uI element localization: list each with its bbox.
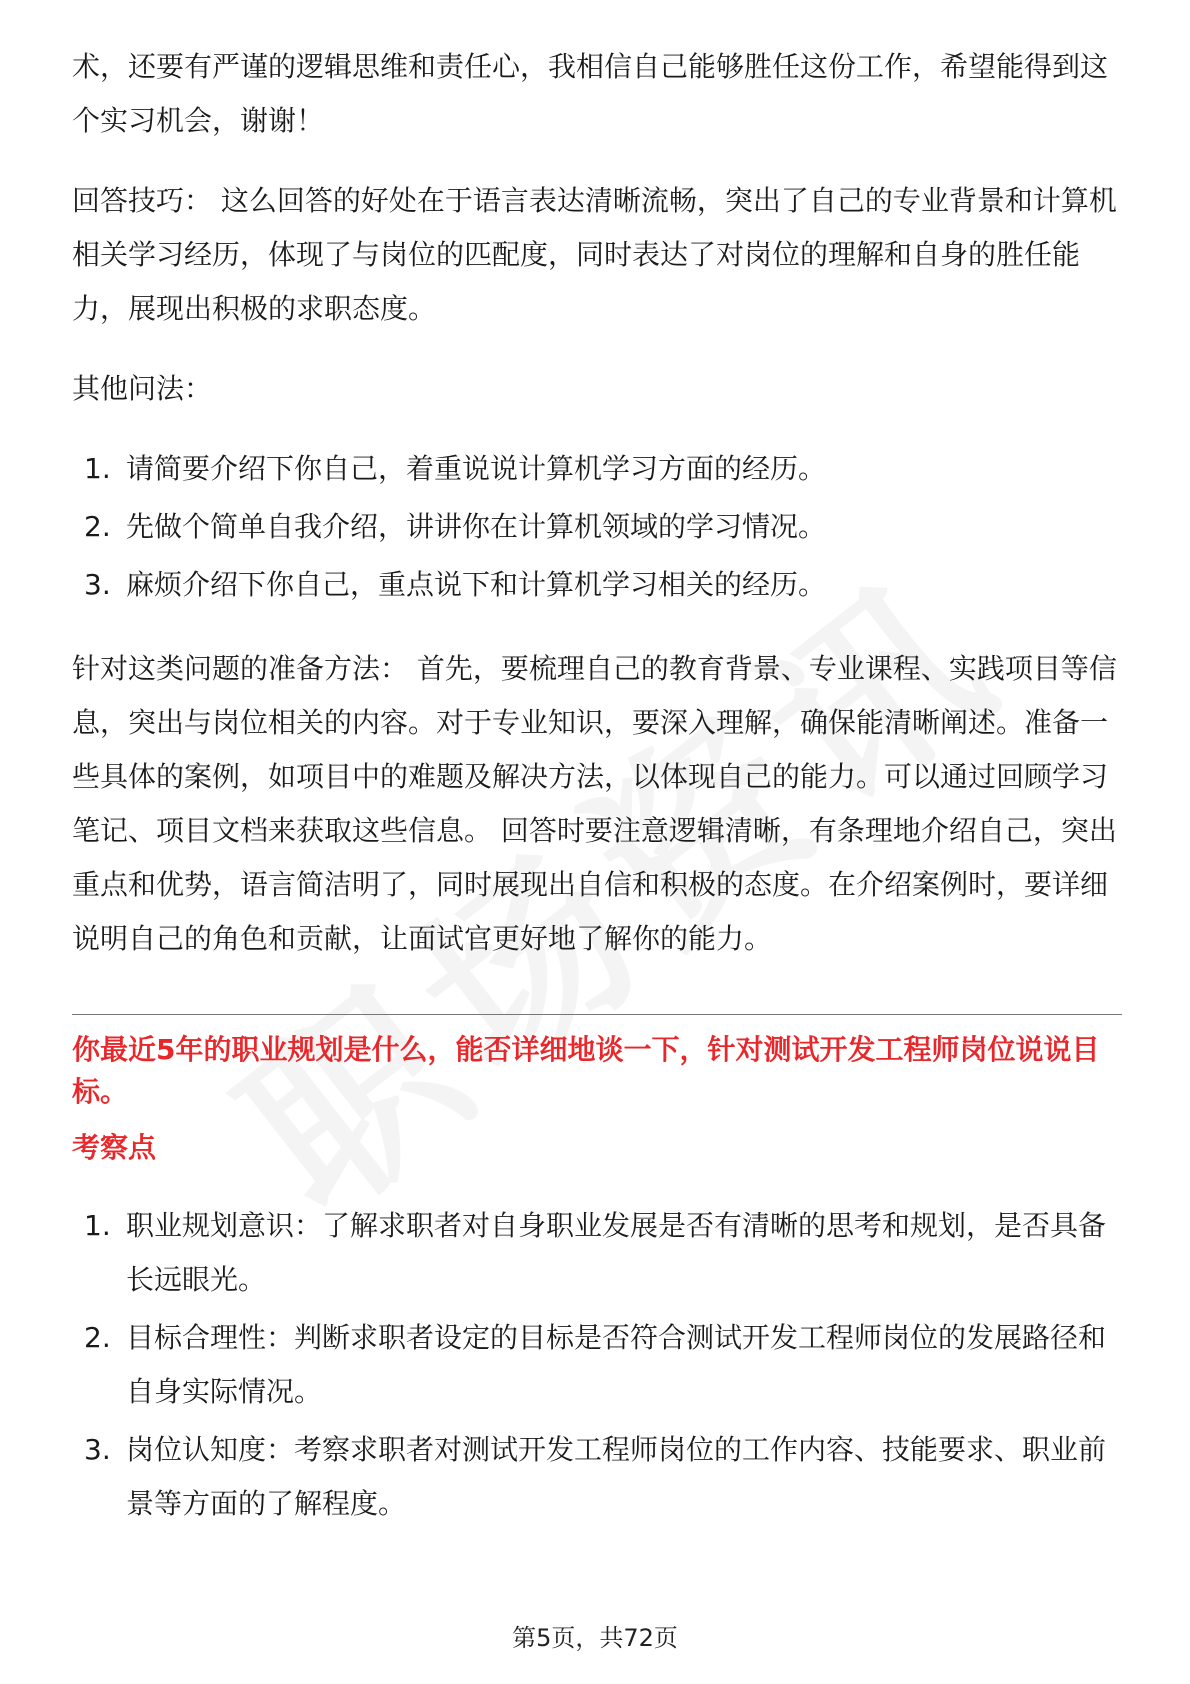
list-item-text: 职业规划意识：了解求职者对自身职业发展是否有清晰的思考和规划，是否具备长远眼光。 bbox=[126, 1209, 1107, 1296]
list-item-number: 1. bbox=[84, 1209, 111, 1242]
list-item-number: 1. bbox=[84, 452, 111, 485]
assessment-points-list bbox=[72, 1199, 1122, 1531]
list-item bbox=[72, 442, 1122, 496]
intro-paragraph: 术，还要有严谨的逻辑思维和责任心，我相信自己能够胜任这份工作，希望能得到这个实习机会，谢谢！ bbox=[72, 50, 1109, 137]
list-item bbox=[72, 1199, 1122, 1307]
list-item-number: 2. bbox=[84, 510, 111, 543]
assessment-points-heading: 考察点 bbox=[72, 1131, 157, 1164]
list-item-number: 3. bbox=[84, 1433, 111, 1466]
list-item bbox=[72, 558, 1122, 612]
answer-tips-paragraph: 回答技巧： 这么回答的好处在于语言表达清晰流畅，突出了自己的专业背景和计算机相关学习经历，体现了与岗位的匹配度，同时表达了对岗位的理解和自身的胜任能力，展现出积极的求职态度。 bbox=[72, 184, 1117, 325]
list-item-text: 先做个简单自我介绍，讲讲你在计算机领域的学习情况。 bbox=[126, 510, 827, 543]
page-number-footer: 第5页，共72页 bbox=[512, 1624, 678, 1652]
list-item-text: 麻烦介绍下你自己，重点说下和计算机学习相关的经历。 bbox=[126, 568, 827, 601]
list-item-text: 目标合理性：判断求职者设定的目标是否符合测试开发工程师岗位的发展路径和自身实际情况。 bbox=[126, 1321, 1107, 1408]
list-item bbox=[72, 500, 1122, 554]
list-item bbox=[72, 1311, 1122, 1419]
list-item bbox=[72, 1423, 1122, 1531]
list-item-text: 请简要介绍下你自己，着重说说计算机学习方面的经历。 bbox=[126, 452, 827, 485]
list-item-number: 3. bbox=[84, 568, 111, 601]
list-item-text: 岗位认知度：考察求职者对测试开发工程师岗位的工作内容、技能要求、职业前景等方面的了解程度。 bbox=[126, 1433, 1107, 1520]
question-title: 你最近5年的职业规划是什么，能否详细地谈一下，针对测试开发工程师岗位说说目标。 bbox=[72, 1033, 1100, 1108]
other-ways-heading: 其他问法： bbox=[72, 372, 213, 405]
document-page bbox=[72, 40, 1122, 1535]
list-item-number: 2. bbox=[84, 1321, 111, 1354]
other-ways-list bbox=[72, 442, 1122, 612]
preparation-paragraph: 针对这类问题的准备方法： 首先，要梳理自己的教育背景、专业课程、实践项目等信息，突出与岗位相关的内容。对于专业知识，要深入理解，确保能清晰阐述。准备一些具体的案例，如项目中的难题及解决方法，以体现自己的能力。可以通过回顾学习笔记、项目文档来获取这些信息。 回答时要注意逻辑清晰，有条理地介绍自己，突出重点和优势，语言简洁明了，同时展现出自信和积极的态度。在介绍案例时，要详细说明自己的角色和贡献，让面试官更好地了解你的能力。 bbox=[72, 652, 1117, 955]
